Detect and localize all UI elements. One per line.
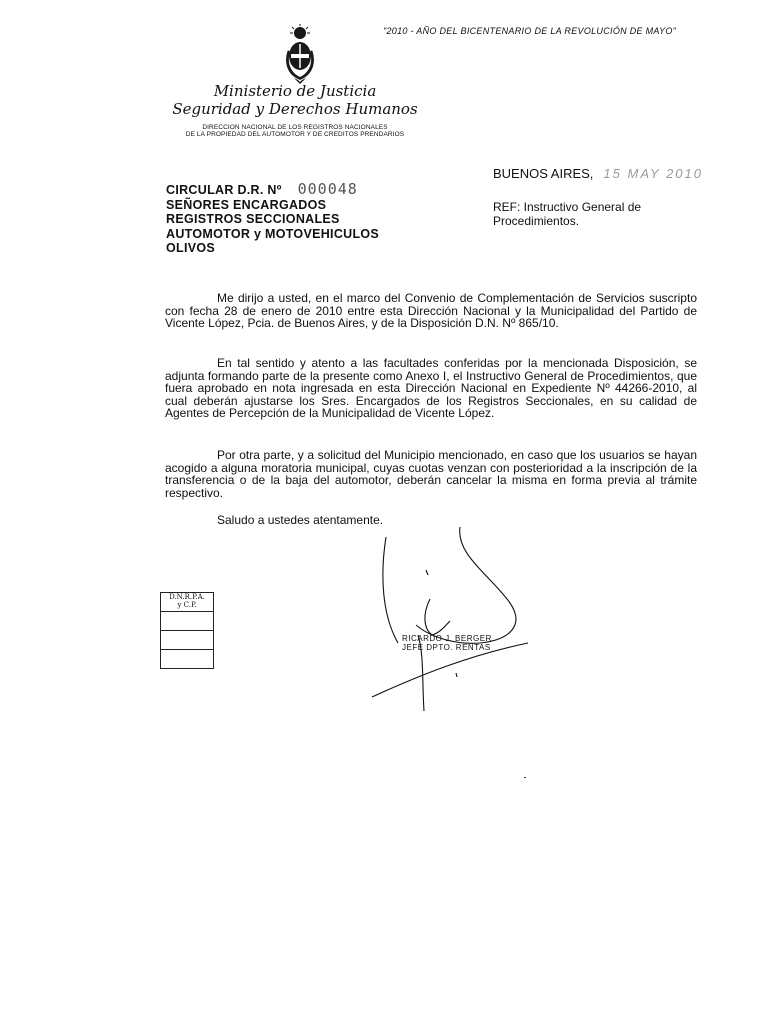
signatory: [402, 634, 492, 652]
stamp-line-1: D.N.R.P.A.: [169, 593, 205, 601]
reference-line-2: Procedimientos.: [493, 214, 580, 228]
registry-stamp: [160, 592, 214, 669]
signatory-name: RICARDO J. BERGER: [402, 634, 492, 643]
ministry-line-1: Ministerio de Justicia: [213, 82, 377, 100]
circular-number: 000048: [297, 180, 358, 198]
city-name: BUENOS AIRES,: [493, 166, 594, 181]
closing-text: Saludo a ustedes atentamente.: [217, 513, 384, 527]
circular-number-line: [166, 182, 379, 198]
stamp-cell: [161, 631, 213, 650]
addressee-line: OLIVOS: [166, 241, 216, 255]
circular-label: CIRCULAR D.R. Nº: [166, 183, 282, 197]
motto-header: "2010 - AÑO DEL BICENTENARIO DE LA REVOLUCIÓN DE MAYO": [383, 26, 677, 36]
stamp-header: [161, 593, 213, 612]
paragraph-3: [165, 449, 697, 499]
paragraph-3-text: Por otra parte, y a solicitud del Municipio mencionado, en caso que los usuarios se hayan acogido a alguna moratoria municipal, cuyas cuotas venzan con posterioridad a la inscripción de la transferencia o de la baja del automotor, deberán cancelar la misma en forma previa al trámite respectivo.: [165, 448, 697, 500]
coat-of-arms-icon: [282, 24, 318, 86]
handwritten-signature: [360, 525, 540, 715]
ministry-line-2: Seguridad y Derechos Humanos: [172, 100, 418, 118]
scan-speck: [524, 777, 526, 778]
addressee-line: AUTOMOTOR y MOTOVEHICULOS: [166, 226, 380, 241]
stamp-cell: [161, 650, 213, 668]
paragraph-2: [165, 357, 697, 420]
ministry-name: [150, 82, 440, 118]
date-stamp: 15 MAY 2010: [603, 166, 703, 181]
paragraph-1: [165, 292, 697, 330]
addressee-line: SEÑORES ENCARGADOS: [166, 197, 327, 212]
signatory-title: JEFE DPTO. RENTAS: [402, 643, 491, 652]
paragraph-1-text: Me dirijo a usted, en el marco del Convenio de Complementación de Servicios suscripto con fecha 28 de enero de 2010 entre esta Dirección Nacional y la Municipalidad del Partido de Vicente López, Pcia. de Buenos Aires, y de la Disposición D.N. Nº 865/10.: [165, 291, 697, 331]
direction-name: [150, 124, 440, 138]
place-date: [493, 166, 703, 181]
reference-line-1: REF: Instructivo General de: [493, 200, 642, 214]
circular-block: [166, 182, 379, 256]
stamp-line-2: y C.P.: [177, 601, 197, 609]
paragraph-2-text: En tal sentido y atento a las facultades conferidas por la mencionada Disposición, se adjunta formando parte de la presente como Anexo I, el Instructivo General de Procedimientos, que fuera aprobado en nota ingresada en esta Dirección Nacional en Expediente Nº 44266-2010, al cual deberán ajustarse los Sres. Encargados de los Registros Seccionales, en su calidad de Agentes de Percepción de la Municipalidad de Vicente López.: [165, 356, 697, 421]
addressee-line: REGISTROS SECCIONALES: [166, 212, 340, 226]
direction-line-1: DIRECCION NACIONAL DE LOS REGISTROS NACIONALES: [202, 124, 388, 131]
reference: [493, 200, 693, 228]
direction-line-2: DE LA PROPIEDAD DEL AUTOMOTOR Y DE CREDITOS PRENDARIOS: [185, 131, 405, 138]
stamp-cell: [161, 612, 213, 631]
